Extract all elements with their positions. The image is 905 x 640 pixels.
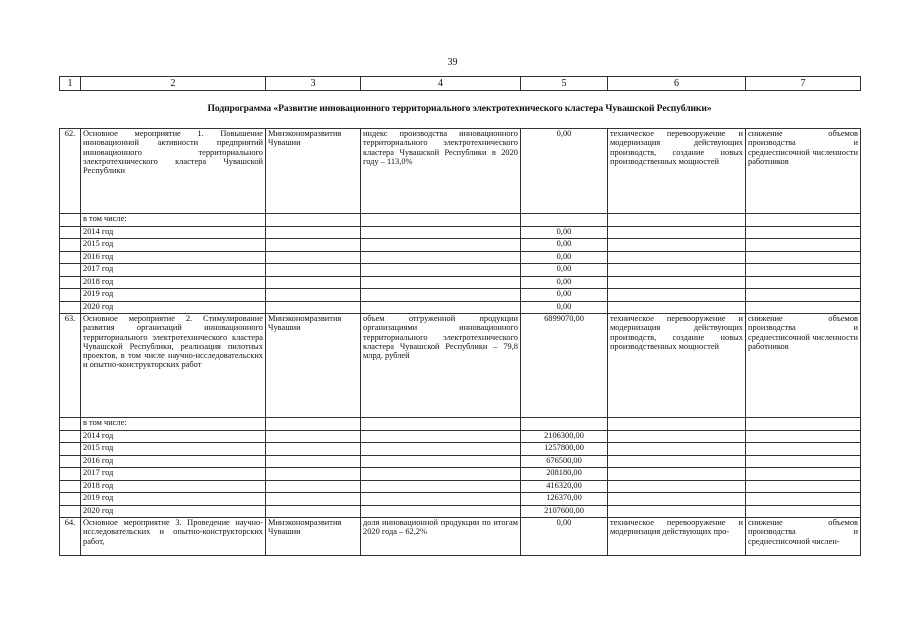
year-label: 2019 год bbox=[81, 493, 266, 506]
year-row bbox=[60, 443, 861, 456]
year-row bbox=[60, 239, 861, 252]
table-row bbox=[60, 418, 861, 431]
year-label: 2017 год bbox=[81, 468, 266, 481]
year-label: 2018 год bbox=[81, 276, 266, 289]
year-row bbox=[60, 251, 861, 264]
year-label: 2016 год bbox=[81, 251, 266, 264]
column-number: 1 bbox=[60, 77, 81, 91]
year-row bbox=[60, 301, 861, 314]
year-amount: 126370,00 bbox=[521, 493, 608, 506]
year-amount: 0,00 bbox=[521, 301, 608, 314]
year-amount: 0,00 bbox=[521, 226, 608, 239]
activities-table bbox=[59, 128, 861, 556]
year-amount: 2107600,00 bbox=[521, 505, 608, 518]
year-row bbox=[60, 468, 861, 481]
result: техническое перевооружение и модернизация действующих производств, создание новых производственных мощностей bbox=[608, 129, 746, 214]
result: техническое перевооружение и модернизация действующих про- bbox=[608, 518, 746, 556]
table-row bbox=[60, 314, 861, 418]
amount: 0,00 bbox=[521, 518, 608, 556]
result: техническое перевооружение и модернизация действующих производств, создание новых производственных мощностей bbox=[608, 314, 746, 418]
year-row bbox=[60, 505, 861, 518]
year-row bbox=[60, 289, 861, 302]
consequence: снижение объемов производства и среднесписочной численности работников bbox=[746, 314, 861, 418]
year-label: 2015 год bbox=[81, 443, 266, 456]
amount: 6899070,00 bbox=[521, 314, 608, 418]
table-row bbox=[60, 129, 861, 214]
row-number: 62. bbox=[60, 129, 81, 214]
column-number: 6 bbox=[608, 77, 746, 91]
year-amount: 0,00 bbox=[521, 251, 608, 264]
amount: 0,00 bbox=[521, 129, 608, 214]
column-number-header bbox=[59, 76, 861, 91]
in-that-number-label: в том числе: bbox=[81, 418, 266, 431]
executor: Минэкономразвития Чувашии bbox=[266, 314, 361, 418]
year-label: 2020 год bbox=[81, 505, 266, 518]
year-label: 2016 год bbox=[81, 455, 266, 468]
event-description: Основное мероприятие 1. Повышение инновационной активности предприятий инновационного территориального электротехнического кластера Чувашской Республики bbox=[81, 129, 266, 214]
indicator: доля инновационной продукции по итогам 2020 года – 62,2% bbox=[361, 518, 521, 556]
year-row bbox=[60, 430, 861, 443]
column-number: 3 bbox=[266, 77, 361, 91]
indicator: объем отгруженной продукции организациями инновационного территориального электротехнического кластера Чувашской Республики – 79,8 млрд. рублей bbox=[361, 314, 521, 418]
year-label: 2014 год bbox=[81, 430, 266, 443]
executor: Минэкономразвития Чувашии bbox=[266, 518, 361, 556]
year-amount: 416320,00 bbox=[521, 480, 608, 493]
year-label: 2015 год bbox=[81, 239, 266, 252]
year-amount: 0,00 bbox=[521, 289, 608, 302]
year-amount: 0,00 bbox=[521, 239, 608, 252]
consequence: снижение объемов производства и среднесписочной численности работников bbox=[746, 129, 861, 214]
year-row bbox=[60, 480, 861, 493]
year-row bbox=[60, 264, 861, 277]
year-amount: 0,00 bbox=[521, 276, 608, 289]
year-row bbox=[60, 493, 861, 506]
table-row bbox=[60, 518, 861, 556]
event-description: Основное мероприятие 3. Проведение научно-исследовательских и опытно-конструкторских работ, bbox=[81, 518, 266, 556]
year-label: 2018 год bbox=[81, 480, 266, 493]
year-amount: 2106300,00 bbox=[521, 430, 608, 443]
year-amount: 0,00 bbox=[521, 264, 608, 277]
year-label: 2020 год bbox=[81, 301, 266, 314]
year-amount: 208180,00 bbox=[521, 468, 608, 481]
event-description: Основное мероприятие 2. Стимулирование развития организаций инновационного территориального электротехнического кластера Чувашской Республики, реализация пилотных проектов, в том числе научно-исследовательских и опытно-конструкторских работ bbox=[81, 314, 266, 418]
row-number: 63. bbox=[60, 314, 81, 418]
column-number: 2 bbox=[81, 77, 266, 91]
column-number: 5 bbox=[521, 77, 608, 91]
year-label: 2014 год bbox=[81, 226, 266, 239]
subprogram-title: Подпрограмма «Развитие инновационного территориального электротехнического кластера Чувашской Республики» bbox=[207, 103, 712, 114]
in-that-number-label: в том числе: bbox=[81, 214, 266, 227]
page-number: 39 bbox=[447, 57, 458, 68]
year-row bbox=[60, 276, 861, 289]
row-number: 64. bbox=[60, 518, 81, 556]
table-row bbox=[60, 214, 861, 227]
indicator: индекс производства инновационного территориального электротехнического кластера Чувашской Республики в 2020 году – 113,0% bbox=[361, 129, 521, 214]
column-number: 7 bbox=[746, 77, 861, 91]
year-row bbox=[60, 455, 861, 468]
year-amount: 1257800,00 bbox=[521, 443, 608, 456]
year-row bbox=[60, 226, 861, 239]
executor: Минэкономразвития Чувашии bbox=[266, 129, 361, 214]
consequence: снижение объемов производства и среднесписочной числен- bbox=[746, 518, 861, 556]
year-label: 2019 год bbox=[81, 289, 266, 302]
year-label: 2017 год bbox=[81, 264, 266, 277]
year-amount: 676500,00 bbox=[521, 455, 608, 468]
column-number: 4 bbox=[361, 77, 521, 91]
